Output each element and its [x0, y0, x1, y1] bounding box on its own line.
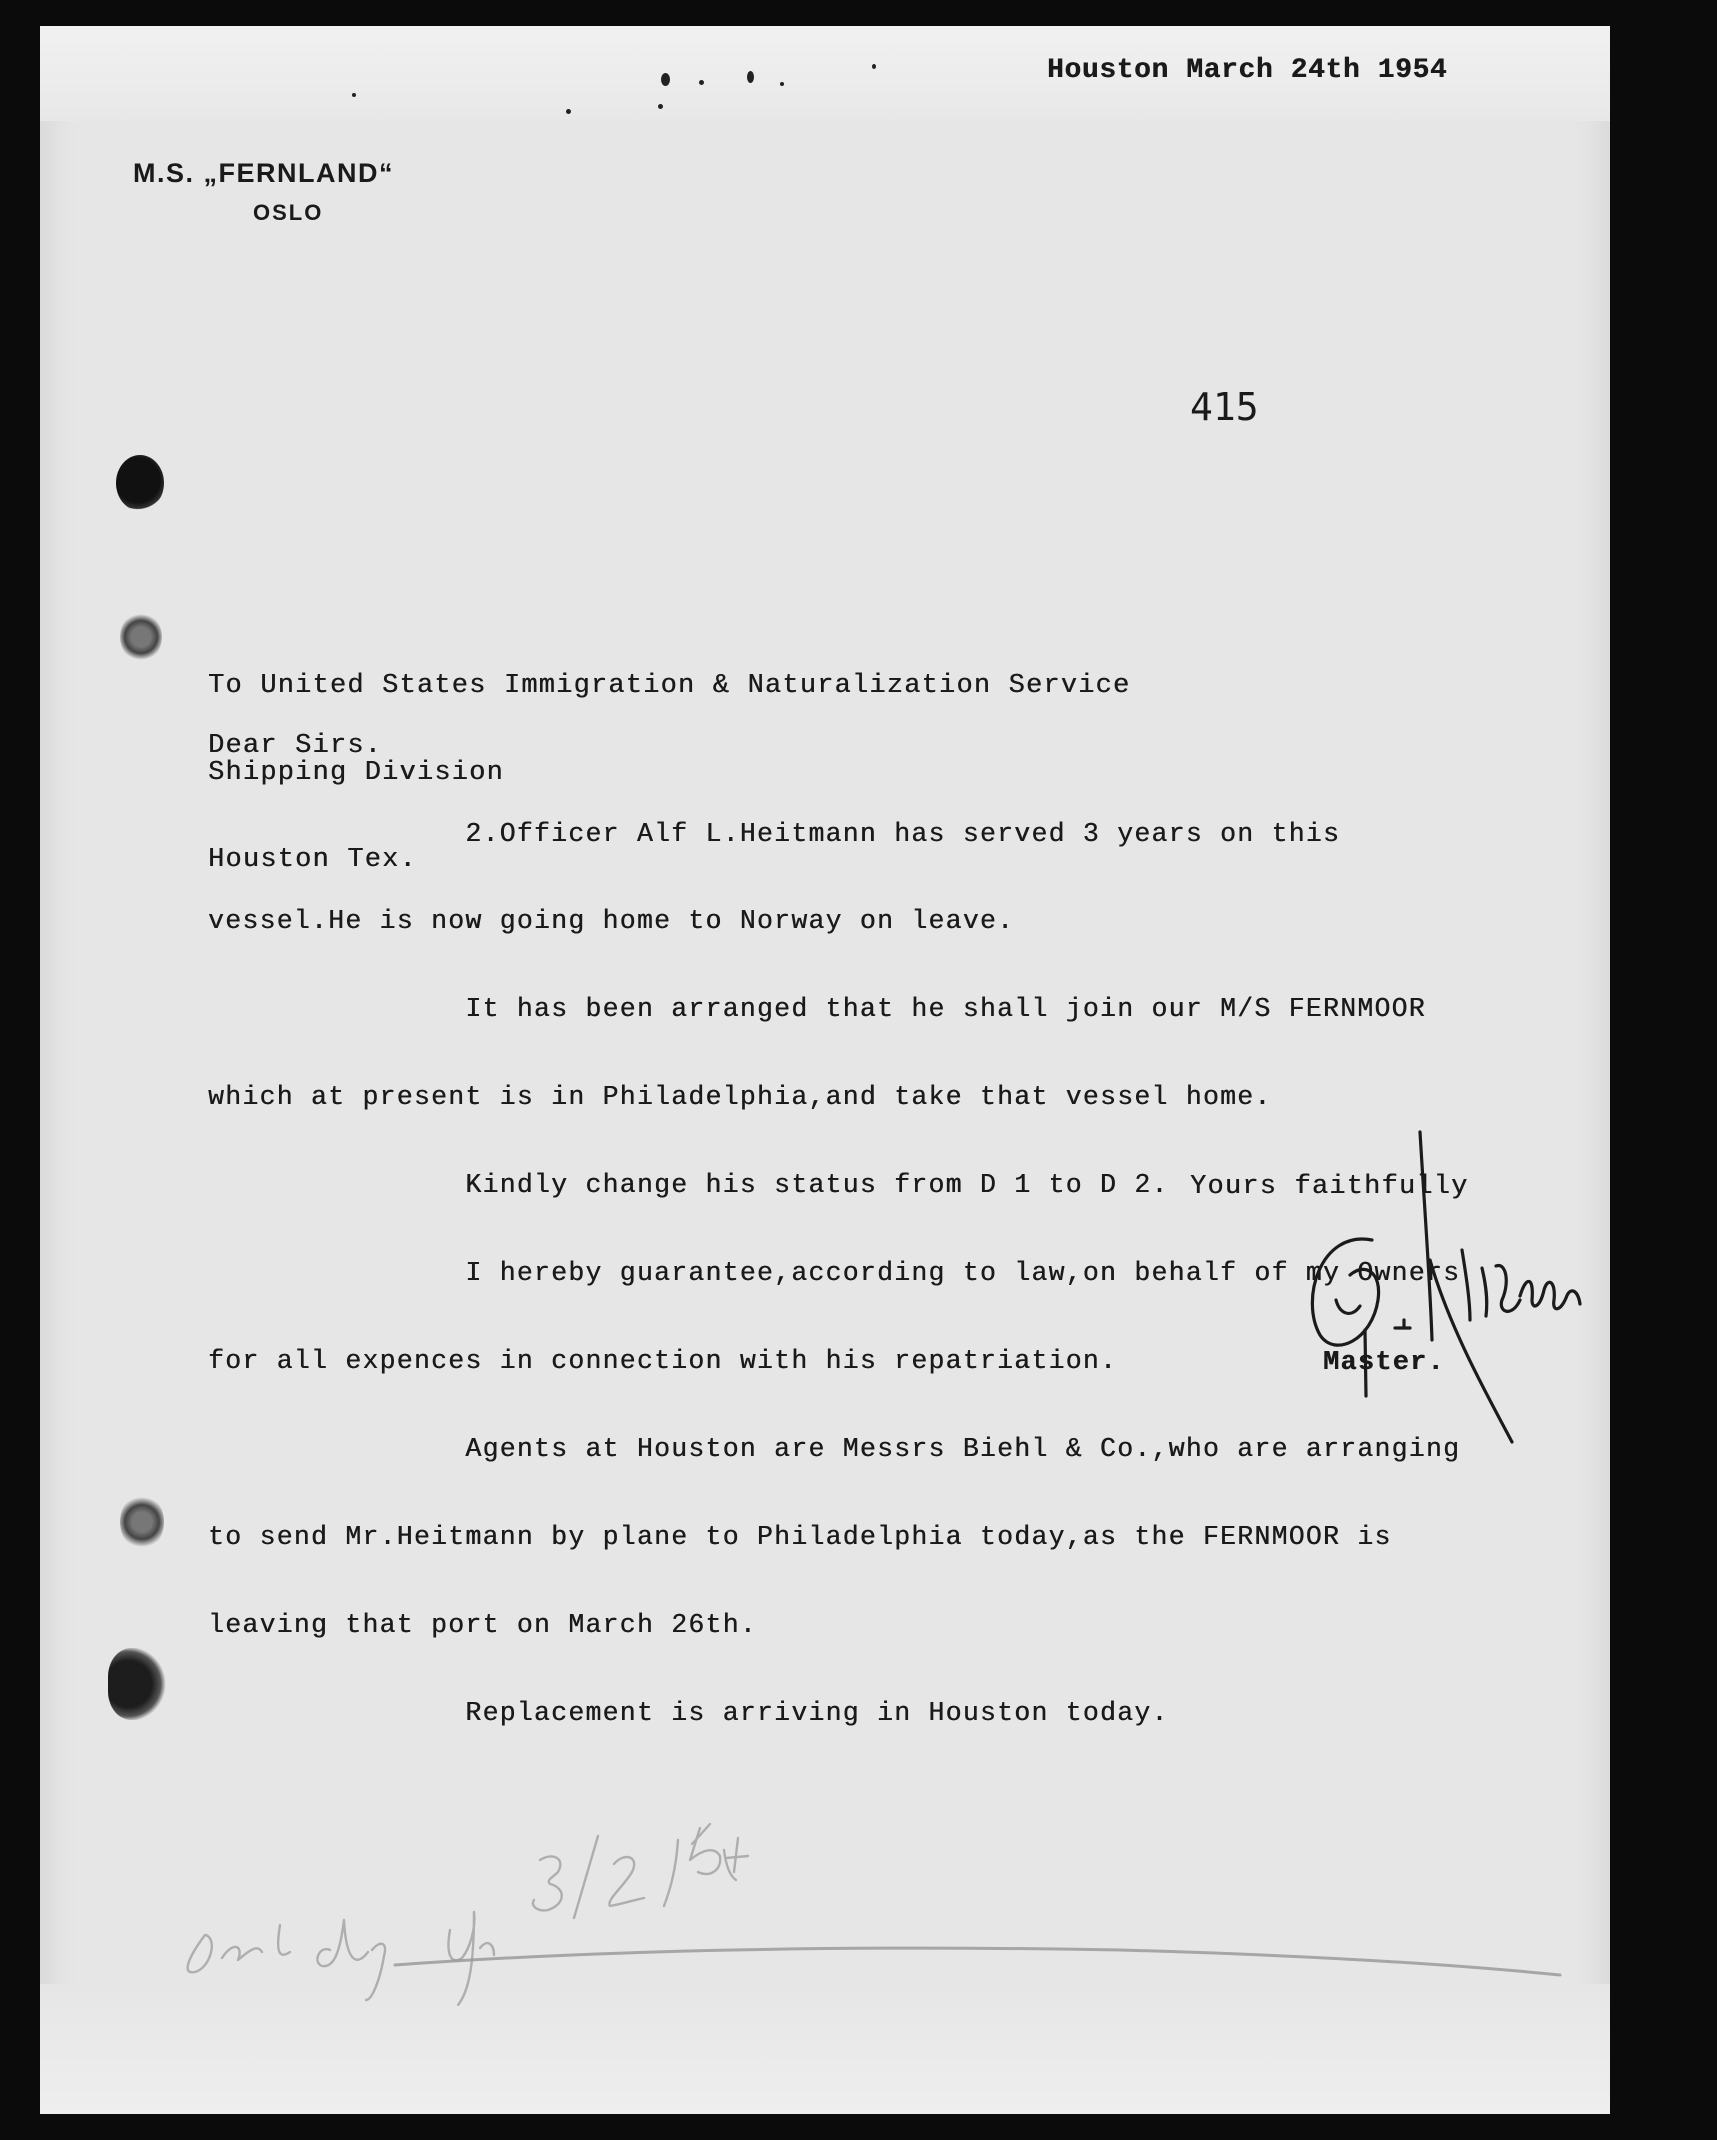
file-number: 415: [1190, 385, 1259, 429]
pencil-underline: [395, 1948, 1560, 1975]
letter-date: Houston March 24th 1954: [1047, 55, 1448, 86]
body-line: Replacement is arriving in Houston today.: [208, 1697, 1169, 1728]
body-line: leaving that port on March 26th.: [208, 1609, 757, 1640]
body-line: Agents at Houston are Messrs Biehl & Co.,who are arranging: [208, 1433, 1461, 1464]
pencil-annotation: [188, 1824, 748, 2005]
body-line: It has been arranged that he shall join our M/S FERNMOOR: [208, 994, 1426, 1025]
body-line: to send Mr.Heitmann by plane to Philadelphia today,as the FERNMOOR is: [208, 1521, 1392, 1552]
signature-title: Master.: [1323, 1348, 1445, 1378]
body-line: Kindly change his status from D 1 to D 2.: [208, 1170, 1169, 1201]
handwritten-signature: [1312, 1132, 1580, 1442]
letterhead-home-port: OSLO: [253, 200, 324, 225]
closing: Yours faithfully: [1190, 1172, 1469, 1202]
letterhead-ship-name: M.S. „FERNLAND“: [133, 158, 394, 188]
body-line: 2.Officer Alf L.Heitmann has served 3 years on this: [208, 818, 1341, 849]
recipient-line-1: To United States Immigration & Naturalization Service: [208, 671, 1131, 701]
recipient-line-2: Shipping Division: [208, 758, 504, 788]
body-line: I hereby guarantee,according to law,on behalf of my Owners: [208, 1258, 1461, 1289]
body-line: vessel.He is now going home to Norway on leave.: [208, 906, 1015, 937]
recipient-line-3: Houston Tex.: [208, 845, 417, 875]
body-line: which at present is in Philadelphia,and take that vessel home.: [208, 1082, 1272, 1113]
body-line: for all expences in connection with his repatriation.: [208, 1345, 1118, 1376]
salutation: Dear Sirs.: [208, 731, 383, 761]
